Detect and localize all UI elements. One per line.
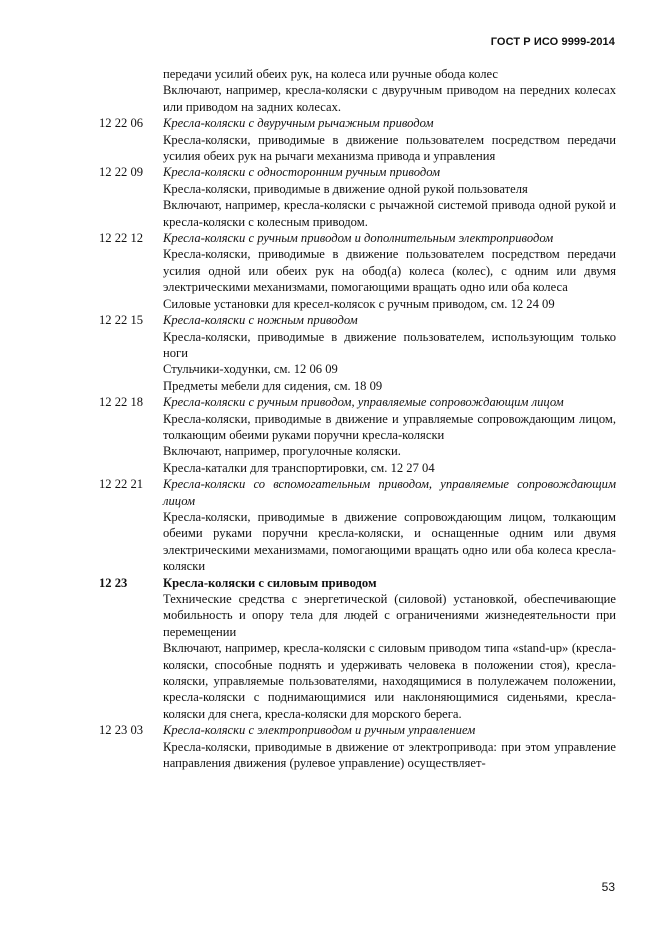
entry-paragraph: Кресла-коляски, приводимые в движение и управляемые сопровождающим лицом, толкающим обеими руками поручни кресла-коляски: [163, 411, 616, 442]
entry-paragraph: Кресла-коляски, приводимые в движение от электропривода: при этом управление направления движения (рулевое управление) осуществляет-: [163, 739, 616, 771]
entry-paragraph: Кресла-каталки для транспортировки, см. 12 27 04: [163, 460, 435, 475]
entry-body: [163, 722, 616, 771]
entry-code: 12 22 06: [99, 116, 144, 131]
entry-paragraph: Включают, например, кресла-коляски с двуручным приводом на передних колесах или приводом на задних колесах.: [163, 83, 616, 114]
entry-body: [163, 394, 616, 476]
entry-paragraph: Включают, например, прогулочные коляски.: [163, 444, 401, 459]
classification-entry: [99, 115, 616, 164]
entry-code: 12 22 18: [99, 395, 144, 410]
classification-entry: [99, 722, 616, 771]
entry-paragraph: Включают, например, кресла-коляски с рычажной системой привода одной рукой и кресла-коляски с колесным приводом.: [163, 198, 616, 229]
entry-paragraph: Кресла-коляски, приводимые в движение одной рукой пользователя: [163, 181, 528, 196]
entry-body: [163, 66, 616, 115]
entry-title: Кресла-коляски с ножным приводом: [163, 313, 358, 328]
classification-entry: [99, 575, 616, 723]
entry-title: Кресла-коляски с двуручным рычажным приводом: [163, 116, 434, 131]
entry-body: [163, 115, 616, 164]
classification-entry: [99, 66, 616, 115]
entry-code: 12 22 09: [99, 165, 144, 180]
classification-entry: [99, 312, 616, 394]
entry-title: Кресла-коляски с электроприводом и ручным управлением: [163, 723, 476, 738]
entry-paragraph: Кресла-коляски, приводимые в движение сопровождающим лицом, толкающим обеими руками поручни кресла-коляски, и оснащенные одним или двумя электрическими механизмами, помогающими вращать одно или оба колеса кресла-коляски: [163, 509, 616, 574]
entry-body: [163, 312, 616, 394]
entry-title: Кресла-коляски с силовым приводом: [163, 575, 377, 590]
entry-code: 12 23: [99, 575, 128, 590]
page-header: ГОСТ Р ИСО 9999-2014: [490, 36, 615, 48]
classification-entry: [99, 394, 616, 476]
classification-entry: [99, 230, 616, 312]
entry-code: 12 22 12: [99, 231, 144, 246]
entry-body: [163, 575, 616, 723]
entry-title: Кресла-коляски с ручным приводом, управляемые сопровождающим лицом: [163, 395, 564, 410]
entry-paragraph: Включают, например, кресла-коляски с силовым приводом типа «stand-up» (кресла-коляски, способные поднять и удерживать человека в положении стоя), кресла-коляски, управляемые пользователями, находящимися в полулежачем положении, кресла-коляски с поднимающимися или наклоняющимися сиденьями, кресла-коляски для снега, кресла-коляски для морского берега.: [163, 641, 616, 721]
entry-paragraph: передачи усилий обеих рук, на колеса или ручные обода колес: [163, 67, 498, 81]
entry-code: 12 22 15: [99, 313, 144, 328]
entry-paragraph: Силовые установки для кресел-колясок с ручным приводом, см. 12 24 09: [163, 296, 555, 311]
entry-paragraph: Кресла-коляски, приводимые в движение пользователем посредством передачи усилия одной или обеих рук на обод(а) колеса (колес), с одним или двумя электрическими механизмами, помогающими вращать одно или оба колеса: [163, 247, 616, 295]
classification-entry: [99, 164, 616, 230]
entry-code: 12 23 03: [99, 723, 144, 738]
entry-title: Кресла-коляски с односторонним ручным приводом: [163, 165, 441, 180]
classification-entry: [99, 476, 616, 574]
entry-paragraph: Технические средства с энергетической (силовой) установкой, обеспечивающие мобильность и опору тела для людей с ограничениями жизнедеятельности при перемещении: [163, 592, 616, 639]
entry-paragraph: Кресла-коляски, приводимые в движение пользователем посредством передачи усилия обеих рук на рычаги механизма привода и управления: [163, 132, 616, 164]
entry-title: Кресла-коляски со вспомогательным приводом, управляемые сопровождающим лицом: [163, 477, 616, 508]
entry-paragraph: Стульчики-ходунки, см. 12 06 09: [163, 362, 338, 377]
entry-code: 12 22 21: [99, 477, 144, 492]
entry-body: [163, 164, 616, 230]
document-body: [99, 66, 616, 771]
page-number: 53: [601, 880, 615, 894]
entry-title: Кресла-коляски с ручным приводом и дополнительным электроприводом: [163, 231, 554, 246]
entry-paragraph: Кресла-коляски, приводимые в движение пользователем, использующим только ноги: [163, 329, 616, 360]
entry-code: [99, 66, 163, 115]
entry-paragraph: Предметы мебели для сидения, см. 18 09: [163, 378, 383, 393]
entry-body: [163, 230, 616, 312]
entry-body: [163, 476, 616, 574]
